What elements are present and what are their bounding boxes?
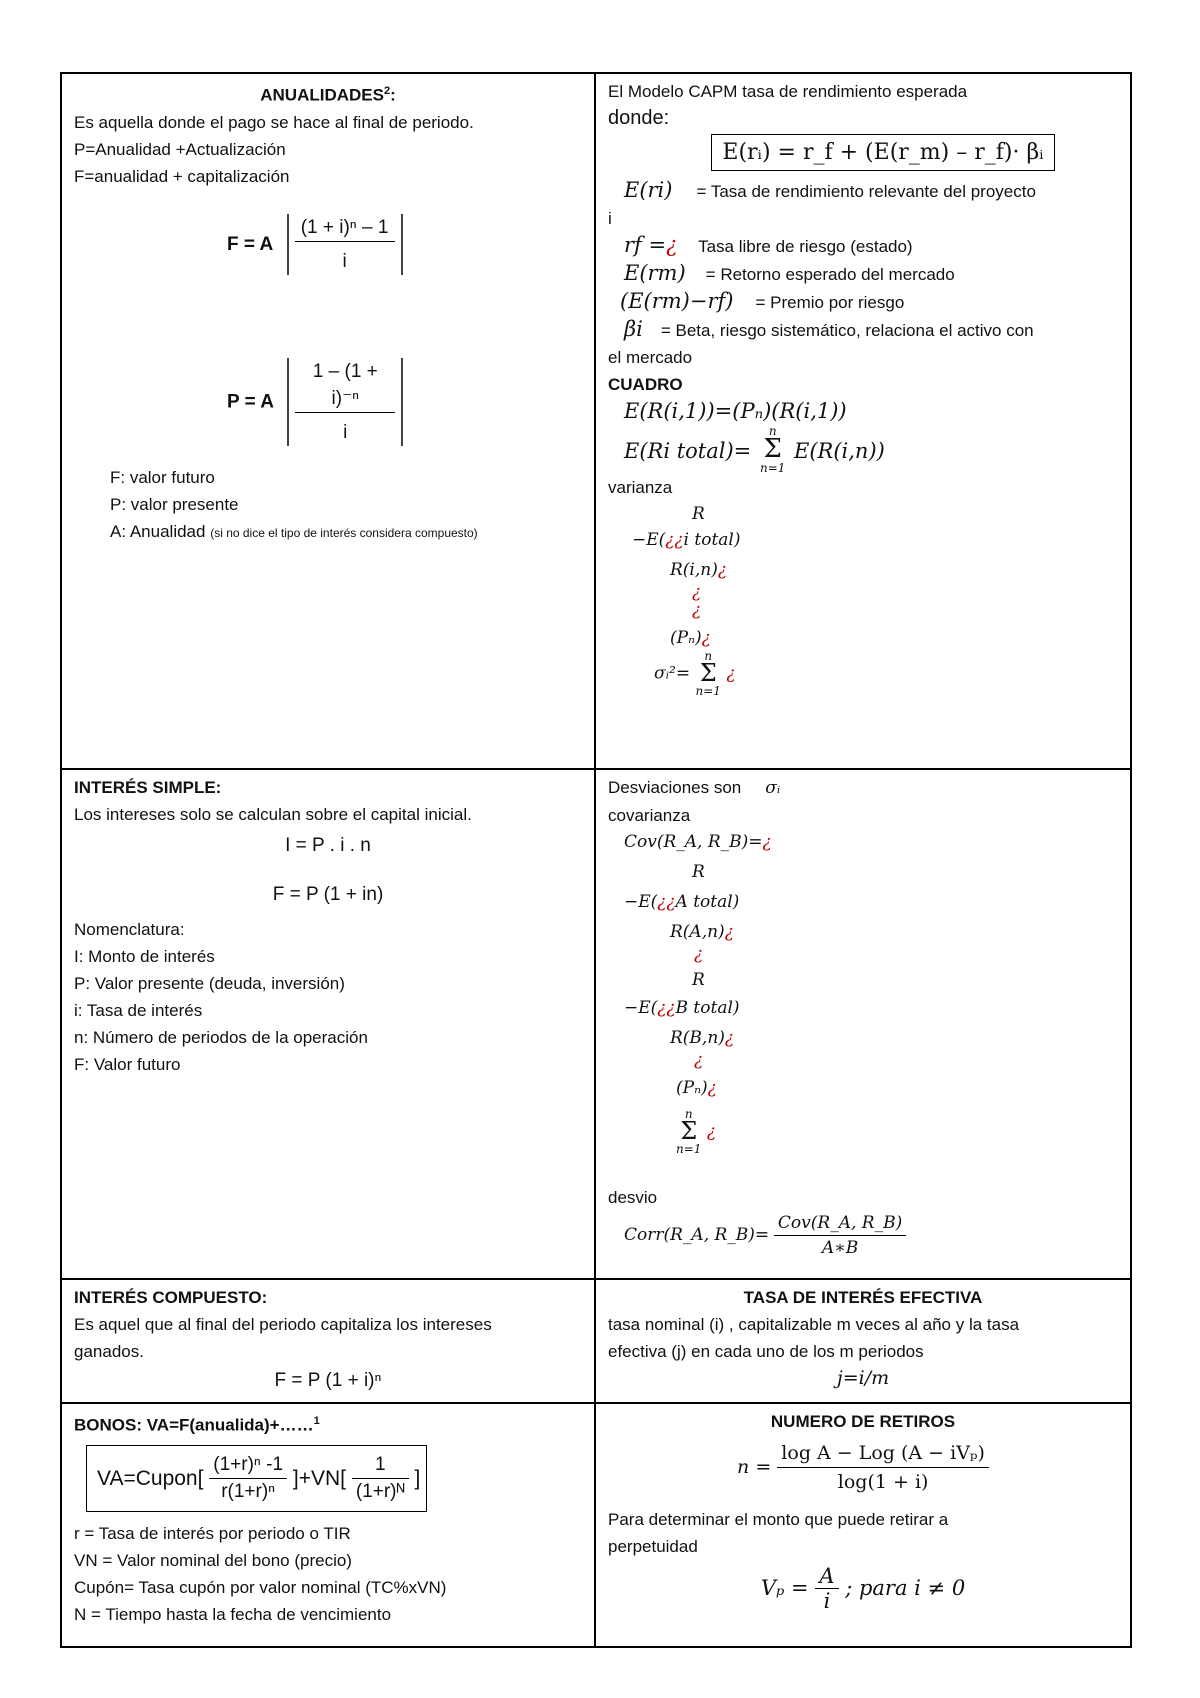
def-annuity-note: (si no dice el tipo de interés considera compuesto) — [210, 526, 478, 540]
interes-compuesto-line1: Es aquel que al final del periodo capitaliza los intereses — [74, 1315, 492, 1334]
covarianza-cell — [594, 768, 1132, 1280]
covariance-expression: Cov(R_A, R_B)=¿ R −E(¿¿A total) R(A,n)¿ ¿ R −E(¿¿B total) R(B,n)¿ ¿ (Pₙ)¿ n Σ n=1 ¿ — [624, 832, 772, 1156]
interes-compuesto-cell — [60, 1278, 596, 1404]
def-maturity: N = Tiempo hasta la fecha de vencimiento — [74, 1604, 392, 1624]
def-annuity: A: Anualidad (si no dice el tipo de interés considera compuesto) — [110, 522, 478, 541]
interes-simple-title: INTERÉS SIMPLE: — [74, 778, 222, 797]
perpetuity-formula: Vₚ = $\frac{A}{i}$ ; para i ≠ 0 — [760, 1564, 966, 1613]
def-rate-tir: r = Tasa de interés por periodo o TIR — [74, 1523, 351, 1543]
anualidades-cell — [60, 72, 596, 770]
interes-simple-line1: Los intereses solo se calculan sobre el capital inicial. — [74, 805, 472, 824]
interes-compuesto-title: INTERÉS COMPUESTO: — [74, 1288, 268, 1307]
anualidades-line1: Es aquella donde el pago se hace al final de periodo. — [74, 112, 474, 132]
def-nominal-value: VN = Valor nominal del bono (precio) — [74, 1550, 352, 1570]
capm-er-cont: i — [608, 209, 612, 228]
cuadro-label: CUADRO — [608, 375, 683, 394]
nomenclatura-label: Nomenclatura: — [74, 920, 185, 939]
interes-simple-cell — [60, 768, 596, 1280]
def-periods: n: Número de periodos de la operación — [74, 1028, 368, 1047]
retiros-cell — [594, 1402, 1132, 1648]
capm-premium-row: (E(rm)−rf) = Premio por riesgo — [620, 289, 905, 313]
capm-er-row: E(ri) = Tasa de rendimiento relevante del proyecto — [624, 178, 1036, 202]
simple-future-value-formula: F = P (1 + in) — [272, 884, 384, 905]
expected-return-eq: E(R(i,1))=(Pₙ)(R(i,1)) — [624, 399, 847, 423]
tasa-efectiva-title: TASA DE INTERÉS EFECTIVA — [743, 1288, 983, 1307]
bonos-title: BONOS: VA=F(anualida)+……$^1$ — [74, 1415, 320, 1435]
capm-beta-cont: el mercado — [608, 348, 693, 367]
interes-compuesto-line2: ganados. — [74, 1342, 144, 1361]
capm-cell — [594, 72, 1132, 770]
sum-symbol: n Σ n=1 — [760, 424, 786, 475]
desviaciones-row: Desviaciones son σᵢ — [608, 778, 781, 798]
def-present-value: P: Valor presente (deuda, inversión) — [74, 974, 345, 993]
correlation-eq: Corr(R_A, R_B)= $\frac{\text{Cov(R\_A, R\_B)}}{A∗B}$ — [624, 1211, 1118, 1260]
future-value-formula: F = A $\frac{\text{(1 + i)ⁿ – 1}}{i}$ — [227, 214, 403, 275]
simple-interest-formula: I = P . i . n — [285, 835, 371, 856]
def-interest-rate: i: Tasa de interés — [74, 1001, 203, 1020]
covarianza-label: covarianza — [608, 806, 691, 825]
varianza-label: varianza — [608, 478, 673, 497]
bonos-cell — [60, 1402, 596, 1648]
def-present-value: P: valor presente — [110, 495, 239, 514]
total-return-eq: E(Ri total)= n Σ n=1 E(R(i,n)) — [624, 424, 885, 475]
def-future-value: F: valor futuro — [110, 468, 215, 487]
def-interest-amount: I: Monto de interés — [74, 947, 215, 966]
anualidades-title: ANUALIDADES$^2$: — [260, 85, 396, 105]
capm-rm-row: E(rm) = Retorno esperado del mercado — [624, 261, 955, 285]
effective-rate-formula: j=i/m — [836, 1367, 890, 1389]
retiros-line2: perpetuidad — [608, 1537, 698, 1556]
capm-beta-row: βi = Beta, riesgo sistemático, relaciona el activo con — [624, 317, 1034, 341]
compound-interest-formula: F = P (1 + i)ⁿ — [274, 1370, 382, 1391]
variance-expression: R −E(¿¿i total) R(i,n)¿ ¿ ¿ (Pₙ)¿ σᵢ²= n Σ n=1 ¿ — [632, 504, 741, 698]
def-coupon: Cupón= Tasa cupón por valor nominal (TC%xVN) — [74, 1577, 447, 1597]
withdrawals-formula: n = $\frac{\text{log A − Log (A − iVₚ)}}{\log(1 + i)}$ — [608, 1439, 1118, 1496]
anualidades-line3: F=anualidad + capitalización — [74, 166, 290, 186]
capm-line2: donde: — [608, 107, 670, 129]
capm-line1: El Modelo CAPM tasa de rendimiento esperada — [608, 82, 968, 101]
anualidades-line2: P=Anualidad +Actualización — [74, 139, 286, 159]
tasa-efectiva-cell — [594, 1278, 1132, 1404]
retiros-title: NUMERO DE RETIROS — [770, 1412, 956, 1431]
def-future-value: F: Valor futuro — [74, 1055, 181, 1074]
tasa-efectiva-line2: efectiva (j) en cada uno de los m periodos — [608, 1342, 924, 1361]
present-value-formula: P = A $\frac{\text{1 – (1 + i)⁻ⁿ}}{i}$ — [227, 358, 403, 446]
retiros-line1: Para determinar el monto que puede retirar a — [608, 1510, 949, 1529]
tasa-efectiva-line1: tasa nominal (i) , capitalizable m veces al año y la tasa — [608, 1315, 1020, 1334]
bond-value-formula: VA=Cupon[ $\frac{\text{(1+r)ⁿ -1}}{\text{r(1+r)ⁿ}}$ ]+VN[ $\frac{1}{\text{(1+r)ᴺ}}$ ] — [86, 1445, 427, 1512]
desvio-label: desvio — [608, 1188, 658, 1207]
capm-formula: E(rᵢ) = r_f + (E(r_m) – r_f)· βᵢ — [711, 134, 1054, 171]
capm-rf-row: rf =¿ Tasa libre de riesgo (estado) — [624, 233, 913, 257]
